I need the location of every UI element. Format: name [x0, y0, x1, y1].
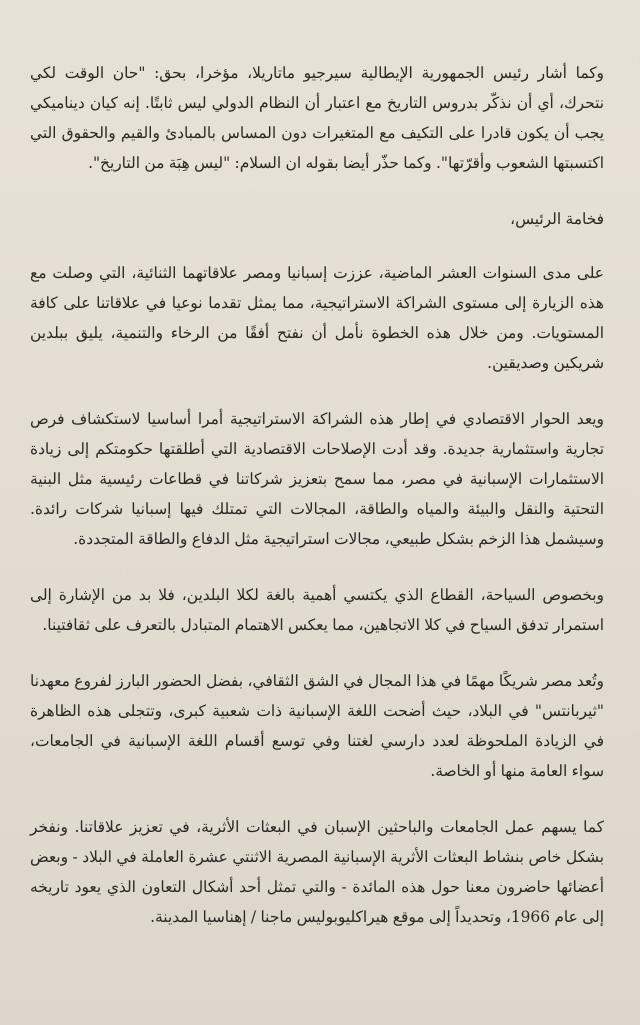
paragraph-strategic-partnership: على مدى السنوات العشر الماضية، عززت إسبانيا ومصر علاقاتهما الثنائية، التي وصلت مع هذه الزيارة إلى مستوى الشراكة الاستراتيجية، مما يمثل تقدما نوعيا في علاقاتنا على كافة المستويات. ومن خلال هذه الخطوة نأمل أن نفتح أفقًا من الرخاء والتنمية، يليق ببلدين شريكين وصديقين. — [30, 264, 604, 372]
paragraph-tourism: وبخصوص السياحة، القطاع الذي يكتسي أهمية بالغة لكلا البلدين، فلا بد من الإشارة إلى استمرار تدفق السياح في كلا الاتجاهين، مما يعكس الاهتمام المتبادل بالتعرف على ثقافتينا. — [30, 586, 604, 634]
paragraph-mattarella-quote: وكما أشار رئيس الجمهورية الإيطالية سيرجيو ماتاريلا، مؤخرا، بحق: "حان الوقت لكي نتحرك، أي أن نذكّر بدروس التاريخ مع اعتبار أن النظام الدولي ليس ثابتًا. إنه كيان ديناميكي يجب أن يكون قادرا على التكيف مع المتغيرات دون المساس بالمبادئ والقيم والحقوق التي اكتسبتها الشعوب وأقرّتها". وكما حذّر أيضا بقوله ان السلام: "ليس هِبَة من التاريخ". — [30, 64, 604, 172]
paragraph-economic-dialogue: ويعد الحوار الاقتصادي في إطار هذه الشراكة الاستراتيجية أمرا أساسيا لاستكشاف فرص تجارية واستثمارية جديدة. وقد أدت الإصلاحات الاقتصادية التي أطلقتها حكومتكم إلى زيادة الاستثمارات الإسبانية في مصر، مما سمح بتعزيز شركاتنا في قطاعات رئيسية مثل البنية التحتية والنقل والبيئة والمياه والطاقة، المجالات التي تمتلك فيها إسبانيا شركات رائدة. وسيشمل هذا الزخم بشكل طبيعي، مجالات استراتيجية مثل الدفاع والطاقة المتجددة. — [30, 410, 604, 548]
salutation: فخامة الرئيس، — [510, 210, 604, 228]
paragraph-cultural-cervantes: وتُعد مصر شريكًا مهمًا في هذا المجال في الشق الثقافي، بفضل الحضور البارز لفروع معهدنا "ثيربانتس" في البلاد، حيث أضحت اللغة الإسبانية ذات شعبية كبرى، وتتجلى هذه الظاهرة في الزيادة الملحوظة لعدد دارسي لغتنا وفي توسع أقسام اللغة الإسبانية في الجامعات، سواء العامة منها أو الخاصة. — [30, 672, 604, 780]
paragraph-archaeology: كما يسهم عمل الجامعات والباحثين الإسبان في البعثات الأثرية، في تعزيز علاقاتنا. ونفخر بشكل خاص بنشاط البعثات الأثرية الإسبانية المصرية الاثنتي عشرة العاملة في البلاد - وبعض أعضائها حاضرون معنا حول هذه المائدة - والتي تمثل أحد أشكال التعاون الذي يعود تاريخه إلى عام 1966، وتحديداً إلى موقع هيراكليوبوليس ماجنا / إهناسيا المدينة. — [30, 818, 604, 926]
